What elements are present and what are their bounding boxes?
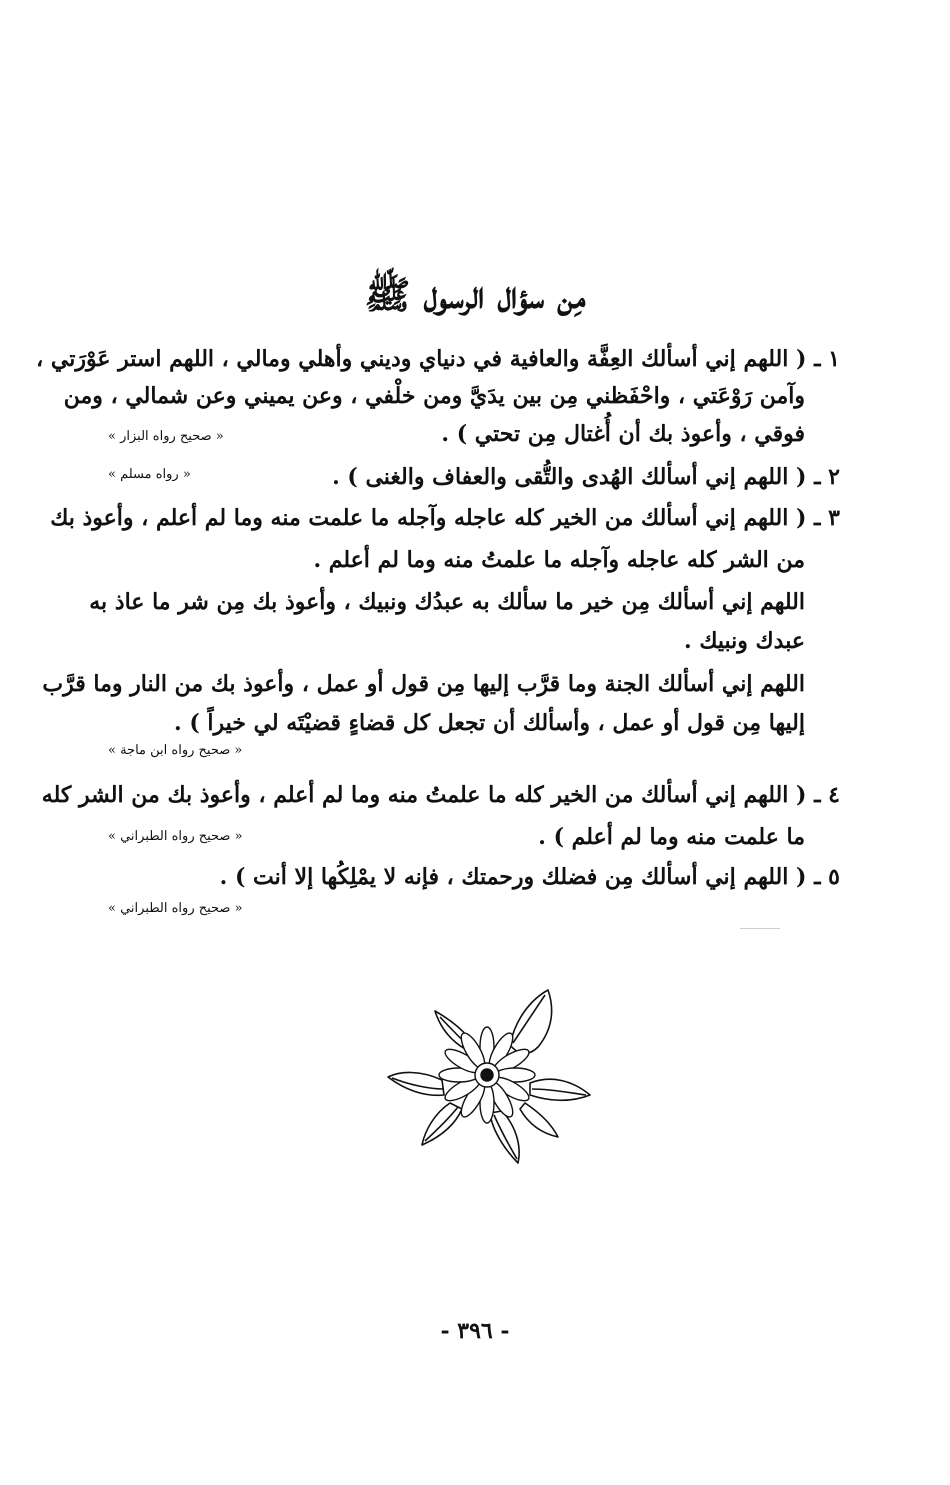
section-5-line-1: ٥ ـ ( اللهم إني أسألك مِن فضلك ورحمتك ، فإنه لا يمْلِكُها إلا أنت ) .	[219, 864, 840, 890]
section-4-line-1: ٤ ـ ( اللهم إني أسألك من الخير كله ما علمتُ منه وما لم أعلم ، وأعوذ بك من الشر كله	[41, 782, 840, 808]
page-number: - ٣٩٦ -	[440, 1318, 510, 1344]
section-2-line-1: ٢ ـ ( اللهم إني أسألك الهُدى والتُّقى والعفاف والغنى ) .	[332, 464, 840, 490]
section-1-source: « صحيح رواه البزار »	[108, 429, 224, 444]
section-3-line-3: اللهم إني أسألك مِن خير ما سألك به عبدُك ونبيك ، وأعوذ بك مِن شر ما عاذ به	[89, 589, 805, 615]
section-5-source: « صحيح رواه الطبراني »	[108, 901, 243, 916]
section-4-line-2: ما علمت منه وما لم أعلم ) .	[538, 824, 805, 850]
section-3-line-6: إليها مِن قول أو عمل ، وأسألك أن تجعل كل قضاءٍ قضيْتَه لي خيراً ) .	[174, 710, 805, 736]
section-3-line-4: عبدك ونبيك .	[684, 628, 805, 654]
flower-ornament-icon	[380, 985, 595, 1170]
section-1-line-1: ١ ـ ( اللهم إني أسألك العِفَّة والعافية في دنياي وديني وأهلي ومالي ، اللهم استر عَوْرَتي ،	[36, 346, 840, 372]
section-3-source: « صحيح رواه ابن ماجة »	[108, 743, 243, 758]
section-1-line-2: وآمن رَوْعَتي ، واحْفَظني مِن بين يدَيَّ ومن خلْفي ، وعن يميني وعن شمالي ، ومن	[63, 383, 805, 409]
section-1-line-3: فوقي ، وأعوذ بك أن أُغتال مِن تحتي ) .	[441, 421, 805, 447]
page-title: مِن سؤال الرسول ﷺ	[364, 272, 586, 317]
section-4-source: « صحيح رواه الطبراني »	[108, 829, 243, 844]
section-3-line-5: اللهم إني أسألك الجنة وما قرَّب إليها مِن قول أو عمل ، وأعوذ بك من النار وما قرَّب	[42, 671, 805, 697]
section-2-source: « رواه مسلم »	[108, 467, 191, 482]
section-3-line-2: من الشر كله عاجله وآجله ما علمتُ منه وما لم أعلم .	[313, 547, 805, 573]
section-3-line-1: ٣ ـ ( اللهم إني أسألك من الخير كله عاجله وآجله ما علمت منه وما لم أعلم ، وأعوذ بك	[50, 505, 840, 531]
faint-rule	[740, 928, 780, 929]
